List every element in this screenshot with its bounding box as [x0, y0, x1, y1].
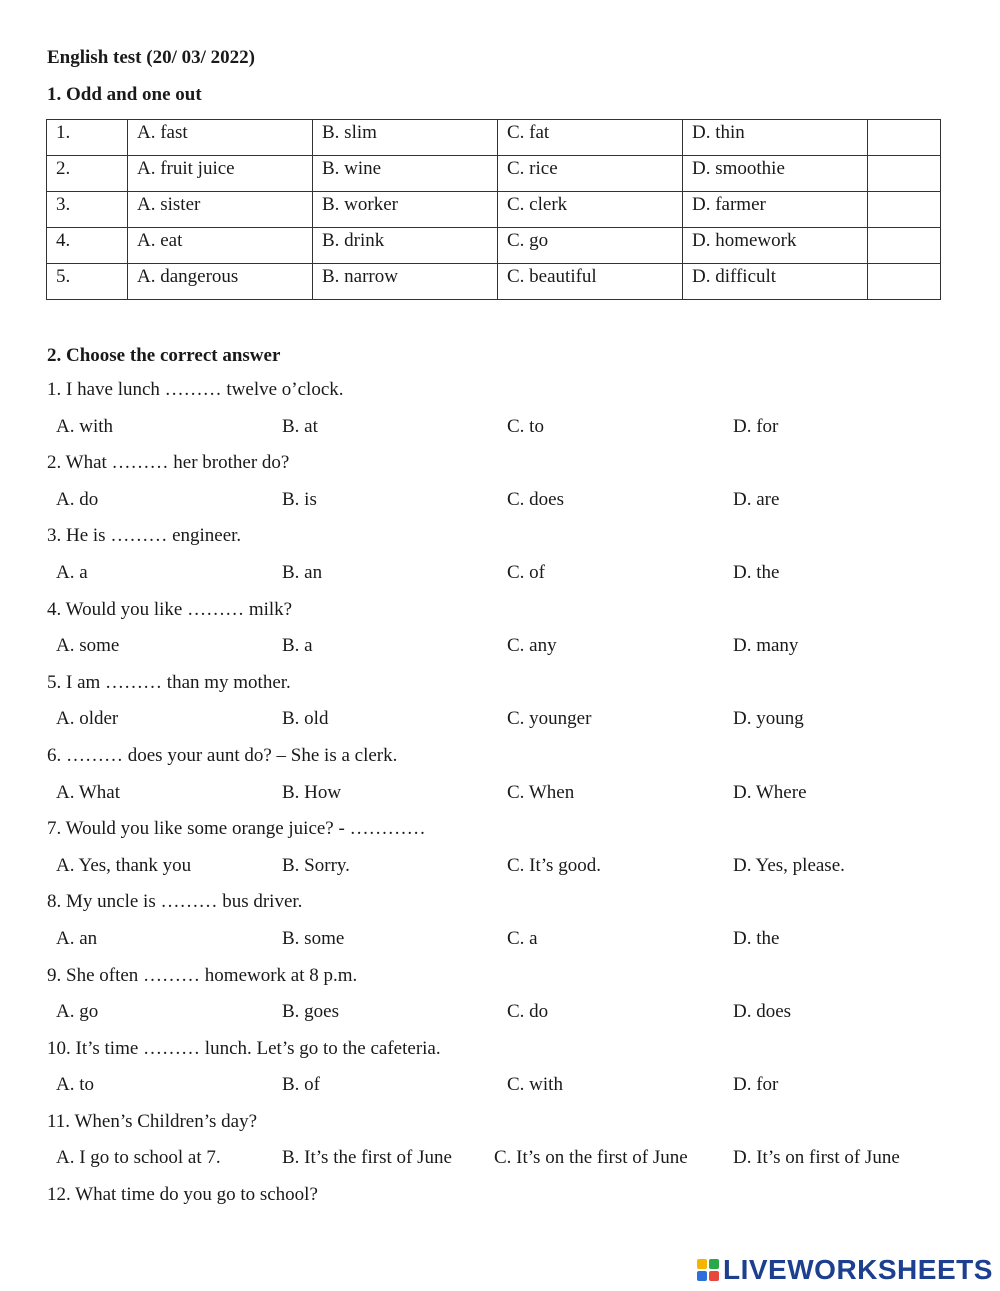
table-row — [47, 156, 941, 192]
question-text: 10. It’s time ……… lunch. Let’s go to the cafeteria. — [47, 1037, 441, 1059]
option-a: A. dangerous — [128, 264, 313, 300]
answer-cell[interactable] — [868, 264, 941, 300]
option-d: D. smoothie — [683, 156, 868, 192]
question-text: 1. I have lunch ……… twelve o’clock. — [47, 379, 344, 400]
logo-text: LIVEWORKSHEETS — [723, 1254, 993, 1285]
option-c[interactable]: C. younger — [507, 708, 592, 730]
option-b[interactable]: B. Sorry. — [282, 854, 350, 876]
option-b[interactable]: B. goes — [282, 1001, 339, 1023]
option-a[interactable]: A. some — [56, 635, 120, 657]
option-d[interactable]: D. the — [733, 927, 780, 949]
option-a: A. sister — [128, 192, 313, 228]
answer-cell[interactable] — [868, 156, 941, 192]
question-text-line — [0, 818, 1000, 855]
option-b[interactable]: B. It’s the first of June — [282, 1147, 452, 1169]
question-text: 2. What ……… her brother do? — [47, 452, 290, 474]
logo-mark-icon — [697, 1259, 719, 1281]
test-title: English test (20/ 03/ 2022) — [47, 47, 255, 68]
row-number: 4. — [47, 228, 128, 264]
option-d: D. homework — [683, 228, 868, 264]
answer-options — [0, 928, 1000, 965]
option-b[interactable]: B. of — [282, 1074, 320, 1096]
table-row — [47, 192, 941, 228]
question-text: 5. I am ……… than my mother. — [47, 671, 291, 693]
row-number: 1. — [47, 120, 128, 156]
option-a[interactable]: A. What — [56, 781, 121, 803]
option-c[interactable]: C. It’s good. — [507, 854, 601, 876]
option-b: B. wine — [313, 156, 498, 192]
option-c[interactable]: C. to — [507, 415, 544, 437]
option-b[interactable]: B. How — [282, 781, 342, 803]
option-a[interactable]: A. older — [56, 708, 119, 730]
option-d[interactable]: D. are — [733, 488, 780, 510]
option-a[interactable]: A. I go to school at 7. — [56, 1147, 221, 1169]
option-b[interactable]: B. an — [282, 561, 323, 583]
question-text-line — [0, 599, 1000, 636]
row-number: 3. — [47, 192, 128, 228]
option-d[interactable]: D. It’s on first of June — [733, 1147, 900, 1169]
option-a[interactable]: A. do — [56, 488, 99, 510]
option-c[interactable]: C. a — [507, 927, 538, 949]
option-a[interactable]: A. an — [56, 927, 98, 949]
option-d[interactable]: D. for — [733, 1074, 779, 1096]
option-b: B. narrow — [313, 264, 498, 300]
question-text: 6. ……… does your aunt do? – She is a clerk. — [47, 744, 398, 766]
table-row — [47, 120, 941, 156]
answer-options — [0, 1074, 1000, 1111]
option-d[interactable]: D. Yes, please. — [733, 854, 845, 876]
question-text-line — [0, 1184, 1000, 1221]
option-a[interactable]: A. to — [56, 1074, 94, 1096]
option-d: D. farmer — [683, 192, 868, 228]
answer-options — [0, 416, 1000, 453]
question-text: 7. Would you like some orange juice? - ………… — [47, 818, 426, 840]
option-d[interactable]: D. the — [733, 561, 780, 583]
question-text-line — [0, 525, 1000, 562]
answer-options — [0, 1147, 1000, 1184]
option-a: A. fruit juice — [128, 156, 313, 192]
option-c: C. clerk — [498, 192, 683, 228]
option-c[interactable]: C. does — [507, 488, 564, 510]
option-d[interactable]: D. young — [733, 708, 804, 730]
question-text: 3. He is ……… engineer. — [47, 525, 242, 547]
option-c: C. go — [498, 228, 683, 264]
row-number: 2. — [47, 156, 128, 192]
option-b[interactable]: B. at — [282, 415, 318, 437]
table-row — [47, 264, 941, 300]
answer-options — [0, 1001, 1000, 1038]
question-text-line — [0, 672, 1000, 709]
option-a[interactable]: A. a — [56, 561, 88, 583]
option-a[interactable]: A. Yes, thank you — [56, 854, 192, 876]
question-text-line — [0, 1111, 1000, 1148]
question-text: 12. What time do you go to school? — [47, 1184, 318, 1206]
option-d: D. thin — [683, 120, 868, 156]
answer-cell[interactable] — [868, 228, 941, 264]
option-c[interactable]: C. do — [507, 1001, 549, 1023]
option-c: C. beautiful — [498, 264, 683, 300]
option-c[interactable]: C. any — [507, 635, 557, 657]
option-a[interactable]: A. go — [56, 1001, 99, 1023]
question-text: 11. When’s Children’s day? — [47, 1110, 258, 1132]
option-d[interactable]: D. does — [733, 1001, 792, 1023]
option-c[interactable]: C. It’s on the first of June — [494, 1147, 688, 1169]
question-text-line — [0, 1038, 1000, 1075]
section-2-heading: 2. Choose the correct answer — [47, 345, 281, 366]
option-b: B. slim — [313, 120, 498, 156]
question-text-line — [0, 891, 1000, 928]
option-b: B. worker — [313, 192, 498, 228]
answer-options — [0, 855, 1000, 892]
question-text: 9. She often ……… homework at 8 p.m. — [47, 964, 358, 986]
question-text: 4. Would you like ……… milk? — [47, 598, 293, 620]
answer-options — [0, 635, 1000, 672]
option-d: D. difficult — [683, 264, 868, 300]
answer-options — [0, 708, 1000, 745]
option-d[interactable]: D. many — [733, 635, 799, 657]
option-b[interactable]: B. some — [282, 927, 345, 949]
option-c[interactable]: C. of — [507, 561, 545, 583]
option-c[interactable]: C. with — [507, 1074, 563, 1096]
option-a: A. eat — [128, 228, 313, 264]
table-row — [47, 228, 941, 264]
option-b: B. drink — [313, 228, 498, 264]
question-text-line — [0, 745, 1000, 782]
row-number: 5. — [47, 264, 128, 300]
answer-options — [0, 782, 1000, 819]
option-b[interactable]: B. a — [282, 635, 313, 657]
option-d[interactable]: D. Where — [733, 781, 807, 803]
section-1-heading: 1. Odd and one out — [47, 84, 202, 105]
question-text: 8. My uncle is ……… bus driver. — [47, 891, 303, 913]
option-b[interactable]: B. is — [282, 488, 317, 510]
option-a[interactable]: A. with — [56, 415, 113, 437]
odd-one-out-table — [46, 119, 941, 300]
option-c: C. rice — [498, 156, 683, 192]
question-text-line — [0, 965, 1000, 1002]
question-text-line — [0, 452, 1000, 489]
answer-cell[interactable] — [868, 120, 941, 156]
answer-options — [0, 562, 1000, 599]
option-a: A. fast — [128, 120, 313, 156]
option-c: C. fat — [498, 120, 683, 156]
option-c[interactable]: C. When — [507, 781, 575, 803]
liveworksheets-logo — [697, 1254, 993, 1286]
answer-options — [0, 489, 1000, 526]
answer-cell[interactable] — [868, 192, 941, 228]
option-b[interactable]: B. old — [282, 708, 329, 730]
question-list — [0, 379, 1000, 1221]
question-text-line — [0, 379, 1000, 416]
option-d[interactable]: D. for — [733, 415, 779, 437]
